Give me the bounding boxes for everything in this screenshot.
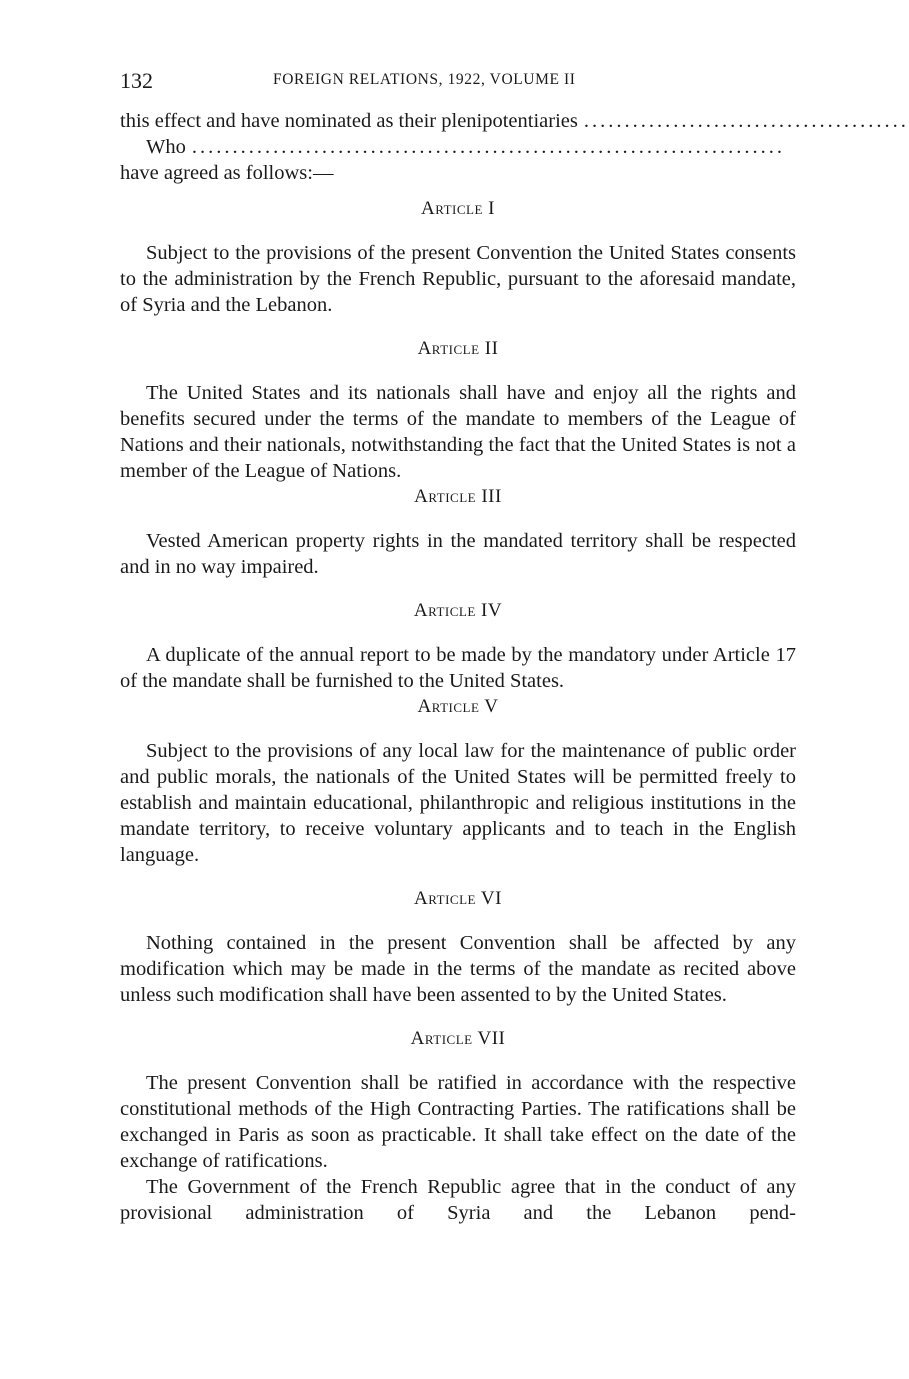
running-title: FOREIGN RELATIONS, 1922, VOLUME II — [273, 71, 576, 88]
preamble-line-plenipotentiaries — [120, 108, 909, 134]
document-page — [120, 64, 909, 1226]
preamble-text: this effect and have nominated as their plenipotentiaries — [120, 110, 578, 132]
article-heading: Article III — [414, 486, 502, 507]
dot-leader: ........................................ — [583, 110, 909, 132]
article-heading: Article VI — [414, 888, 502, 909]
preamble-line-who — [120, 134, 796, 160]
article-text: Vested American property rights in the mandated territory shall be respected and in no way impaired. — [120, 530, 796, 578]
article-heading: Article II — [417, 338, 499, 359]
article-text: Subject to the provisions of the present Convention the United States consents to the administration by the French Republic, pursuant to the aforesaid mandate, of Syria and the Lebanon. — [120, 242, 796, 316]
article-heading: Article I — [420, 198, 495, 219]
article-heading: Article V — [417, 696, 499, 717]
page-number: 132 — [120, 68, 153, 93]
article-text: The present Convention shall be ratified in accordance with the respective constitutional methods of the High Contracting Parties. The ratifications shall be exchanged in Paris as soon as practicable. It shall take effect on the date of the exchange of ratifications. — [120, 1072, 796, 1172]
article-text: The United States and its nationals shall have and enjoy all the rights and benefits secured under the terms of the mandate to members of the League of Nations and their nationals, notwithstanding the fact that the United States is not a member of the League of Nations. — [120, 382, 796, 482]
preamble-line-agreed: have agreed as follows:— — [120, 162, 334, 184]
article-text: Subject to the provisions of any local law for the maintenance of public order and public morals, the nationals of the United States will be permitted freely to establish and maintain educational, philanthropic and religious institutions in the mandate territory, to receive voluntary applicants and to teach in the English language. — [120, 740, 796, 866]
article-text: A duplicate of the annual report to be made by the mandatory under Article 17 of the mandate shall be furnished to the United States. — [120, 644, 796, 692]
article-heading: Article IV — [413, 600, 503, 621]
dot-leader: ......................................................................... — [191, 136, 785, 158]
article-continuation-text: The Government of the French Republic agree that in the conduct of any provisional administration of Syria and the Lebanon pend- — [120, 1176, 796, 1224]
article-heading: Article VII — [410, 1028, 506, 1049]
article-text: Nothing contained in the present Convention shall be affected by any modification which may be made in the terms of the mandate as recited above unless such modification shall have been assented to by the United States. — [120, 932, 796, 1006]
preamble-text: Who — [146, 136, 186, 158]
running-head — [120, 64, 796, 108]
